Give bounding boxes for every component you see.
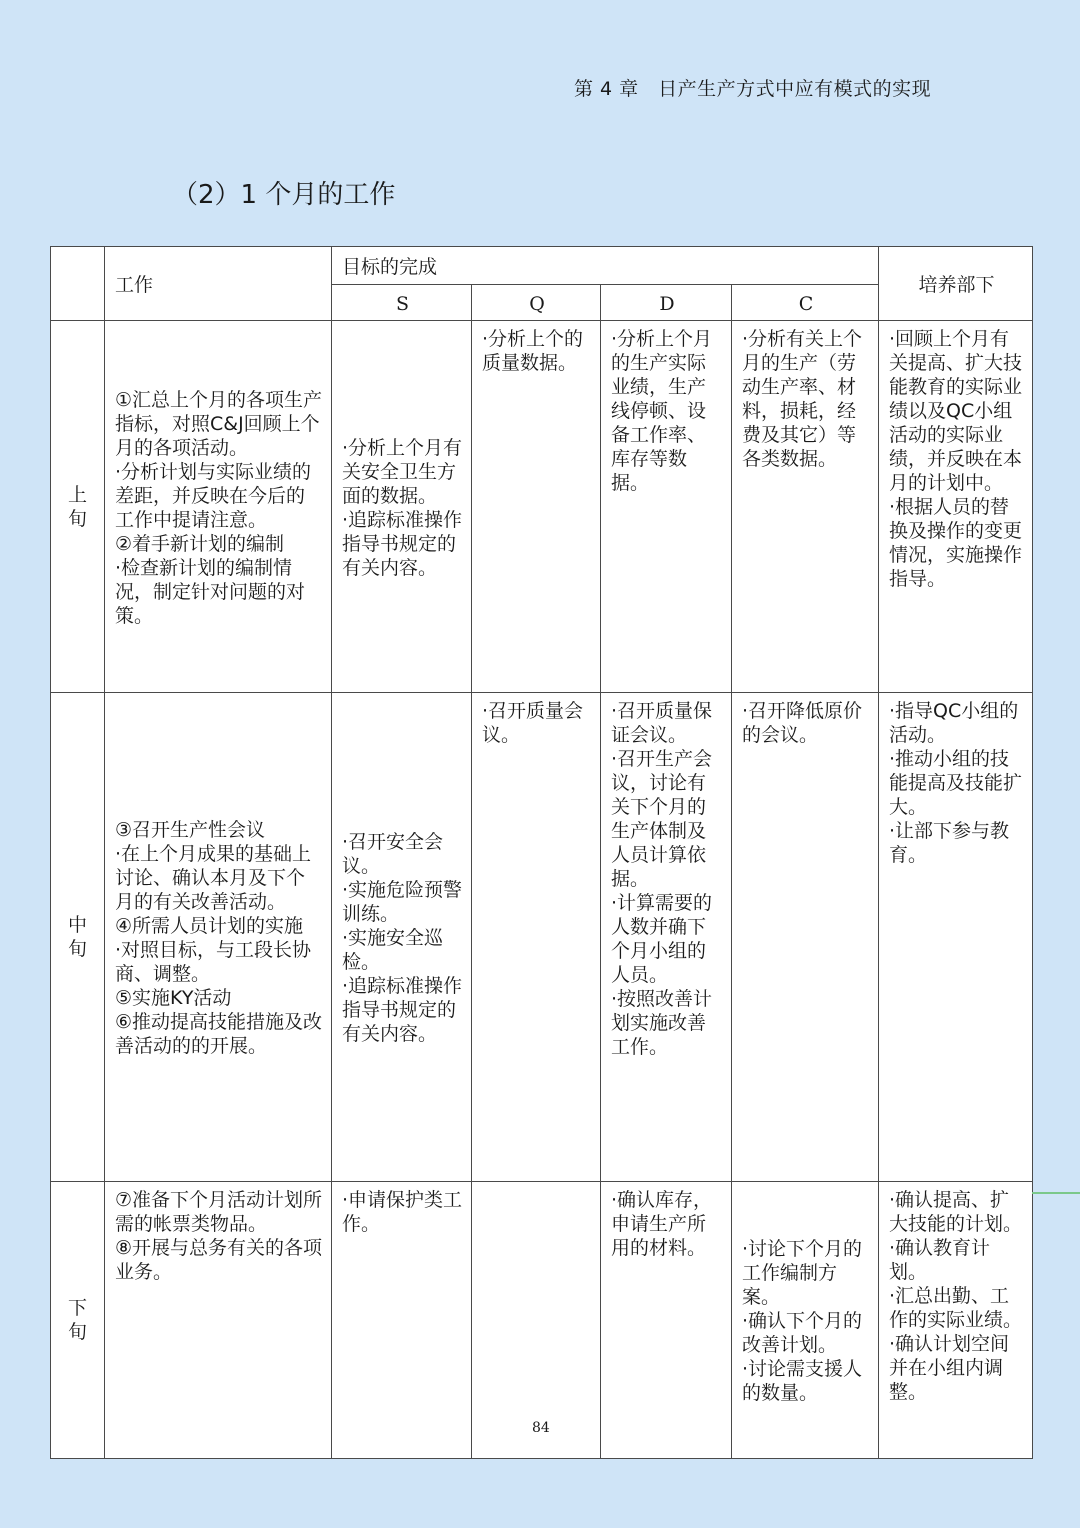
cell-d xyxy=(601,693,732,1182)
period-text xyxy=(51,913,104,961)
cell-line: ·召开降低原价的会议。 xyxy=(742,700,863,746)
cell-work xyxy=(105,693,332,1182)
header-work: 工作 xyxy=(105,247,332,321)
cell-line: ⑤实施KY活动 xyxy=(115,987,232,1009)
table-row xyxy=(51,693,1033,1182)
cell-line: ·确认下个月的改善计划。 xyxy=(742,1310,863,1356)
cell-line: ·检查新计划的编制情况，制定针对问题的对策。 xyxy=(115,556,306,627)
cell-q xyxy=(472,321,601,693)
cell-line: ·追踪标准操作指导书规定的有关内容。 xyxy=(342,508,463,579)
cell-line: ⑥推动提高技能措施及改善活动的的开展。 xyxy=(115,1011,323,1057)
cell-line: ·按照改善计划实施改善工作。 xyxy=(611,988,713,1058)
cell-s xyxy=(332,1182,472,1459)
cell-line: ·召开安全会议。 xyxy=(342,831,444,877)
corner-cell xyxy=(51,247,105,321)
cell-line: ②着手新计划的编制 xyxy=(115,532,285,555)
cell-line: ·申请保护类工作。 xyxy=(342,1189,463,1235)
margin-rule xyxy=(1032,1192,1080,1194)
cell-line: ·推动小组的技能提高及技能扩大。 xyxy=(889,748,1023,818)
cell-s xyxy=(332,693,472,1182)
header-col-s: S xyxy=(332,285,472,321)
section-title: （2）1 个月的工作 xyxy=(172,180,396,210)
cell-line: ⑧开展与总务有关的各项业务。 xyxy=(115,1237,323,1283)
cell-train xyxy=(879,1182,1033,1459)
cell-line: 旬 xyxy=(67,507,87,530)
period-label xyxy=(51,1182,105,1459)
cell-line: 中 xyxy=(67,914,87,936)
cell-line: ·对照目标，与工段长协商、调整。 xyxy=(115,939,312,985)
cell-line: ·分析计划与实际业绩的差距，并反映在今后的工作中提请注意。 xyxy=(115,460,312,531)
header-col-q: Q xyxy=(472,285,601,321)
cell-line: ⑦准备下个月活动计划所需的帐票类物品。 xyxy=(115,1189,323,1235)
cell-line: ·指导QC小组的活动。 xyxy=(889,700,1019,746)
cell-line: ·实施安全巡检。 xyxy=(342,927,444,973)
page-number: 84 xyxy=(532,1420,550,1436)
cell-line: ·分析有关上个月的生产（劳动生产率、材料，损耗，经费及其它）等各类数据。 xyxy=(742,328,863,470)
cell-work xyxy=(105,1182,332,1459)
cell-line: ·确认提高、扩大技能的计划。 xyxy=(889,1189,1023,1235)
cell-line: 上 xyxy=(67,483,87,506)
cell-d xyxy=(601,321,732,693)
cell-s xyxy=(332,321,472,693)
cell-line: ·追踪标准操作指导书规定的有关内容。 xyxy=(342,975,463,1045)
cell-line: ·分析上个的质量数据。 xyxy=(482,328,584,374)
chapter-heading: 第 4 章 日产生产方式中应有模式的实现 xyxy=(574,78,932,100)
cell-line: 下 xyxy=(67,1297,87,1319)
cell-line: ·召开质量保证会议。 xyxy=(611,700,713,746)
cell-c xyxy=(732,321,879,693)
cell-line: ·召开质量会议。 xyxy=(482,700,584,746)
cell-line: ·在上个月成果的基础上讨论、确认本月及下个月的有关改善活动。 xyxy=(115,843,312,913)
header-col-d: D xyxy=(601,285,732,321)
cell-line: ·汇总出勤、工作的实际业绩。 xyxy=(889,1285,1023,1331)
cell-line: ·讨论下个月的工作编制方案。 xyxy=(742,1238,863,1308)
table-row xyxy=(51,321,1033,693)
cell-c xyxy=(732,693,879,1182)
cell-line: ·实施危险预警训练。 xyxy=(342,879,463,925)
cell-d xyxy=(601,1182,732,1459)
monthly-work-table xyxy=(50,246,1033,1459)
cell-line: ①汇总上个月的各项生产指标，对照C&J回顾上个月的各项活动。 xyxy=(115,388,323,459)
cell-train xyxy=(879,321,1033,693)
cell-work xyxy=(105,321,332,693)
cell-line: 旬 xyxy=(67,1321,87,1343)
table-row xyxy=(51,1182,1033,1459)
cell-line: ·回顾上个月有关提高、扩大技能教育的实际业绩以及QC小组活动的实际业绩，并反映在本月的计划中。 xyxy=(889,328,1023,494)
cell-line: ·根据人员的替换及操作的变更情况，实施操作指导。 xyxy=(889,496,1023,590)
cell-line: ·确认教育计划。 xyxy=(889,1237,991,1283)
cell-line: ·让部下参与教育。 xyxy=(889,820,1010,866)
cell-line: ·计算需要的人数并确下个月小组的人员。 xyxy=(611,892,713,986)
period-text xyxy=(51,1296,104,1344)
cell-q xyxy=(472,1182,601,1459)
period-label xyxy=(51,321,105,693)
period-text xyxy=(51,483,104,531)
cell-line: ④所需人员计划的实施 xyxy=(115,915,304,937)
cell-line: ③召开生产性会议 xyxy=(115,819,266,841)
cell-line: ·讨论需支援人的数量。 xyxy=(742,1358,863,1404)
cell-line: ·分析上个月有关安全卫生方面的数据。 xyxy=(342,436,463,507)
header-goal: 目标的完成 xyxy=(332,247,879,285)
cell-line: ·确认计划空间并在小组内调整。 xyxy=(889,1333,1010,1403)
cell-q xyxy=(472,693,601,1182)
period-label xyxy=(51,693,105,1182)
cell-line: ·分析上个月的生产实际业绩，生产线停顿、设备工作率、库存等数据。 xyxy=(611,328,713,494)
cell-line: ·确认库存，申请生产所用的材料。 xyxy=(611,1189,713,1259)
header-col-c: C xyxy=(732,285,879,321)
cell-train xyxy=(879,693,1033,1182)
cell-c xyxy=(732,1182,879,1459)
cell-line: 旬 xyxy=(67,938,87,960)
cell-line: ·召开生产会议，讨论有关下个月的生产体制及人员计算依据。 xyxy=(611,748,713,890)
header-train: 培养部下 xyxy=(879,247,1033,321)
